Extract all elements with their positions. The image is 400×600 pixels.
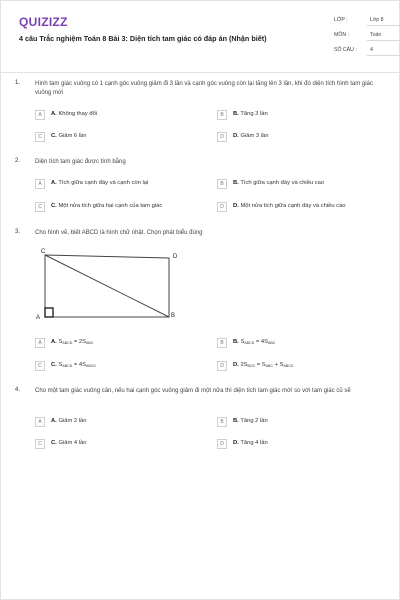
option-text: Tích giữa cạnh đáy và chiều cao xyxy=(240,180,325,186)
question-number: 4. xyxy=(15,387,21,393)
vertex-label-c: C xyxy=(41,249,46,255)
question-number: 1. xyxy=(15,80,21,86)
option-letter: B. xyxy=(233,111,239,117)
option-key-box: B xyxy=(217,179,227,189)
question-text: Hình tam giác vuông có 1 cạnh góc vuông giảm đi 3 lần và cạnh góc vuông còn lại tăng lên 3 lần, khi đó diện tích hình tam giác vuông mới xyxy=(35,81,373,96)
option-key-box: D xyxy=(217,202,227,212)
option-text: Tăng 2 lần xyxy=(240,418,268,424)
option-key-box: B xyxy=(217,110,227,120)
option-key-box: C xyxy=(35,439,45,449)
option-key-box: B xyxy=(217,417,227,427)
quizizz-logo: QUIZIZZ xyxy=(19,15,68,29)
question-text: Diện tích tam giác được tính bằng xyxy=(35,159,126,165)
meta-value: Lớp 8 xyxy=(370,17,384,23)
option-text: Giảm 6 lần xyxy=(58,133,87,139)
option-text: Giảm 4 lần xyxy=(58,440,87,446)
option-letter: A. xyxy=(51,339,57,345)
option-text: Tăng 4 lần xyxy=(240,440,268,446)
option-letter: C. xyxy=(51,133,57,139)
option-letter: D. xyxy=(233,133,239,139)
option-letter: C. xyxy=(51,362,57,368)
question-text: Cho hình vẽ, biết ABCD là hình chữ nhật. Chọn phát biểu đúng xyxy=(35,230,203,236)
option-letter: A. xyxy=(51,111,57,117)
option-key-box: A xyxy=(35,338,45,348)
option-letter: D. xyxy=(233,362,239,368)
option-letter: C. xyxy=(51,440,57,446)
option-key-box: C xyxy=(35,361,45,371)
option-text: Giảm 3 lần xyxy=(240,133,269,139)
option-text: Một nửa tích giữa hai cạnh của tam giác xyxy=(58,203,163,209)
option-key-box: B xyxy=(217,338,227,348)
option-key-box: A xyxy=(35,179,45,189)
option-letter: A. xyxy=(51,418,57,424)
vertex-label-a: A xyxy=(36,315,41,321)
option-letter: D. xyxy=(233,440,239,446)
option-text: Một nửa tích giữa cạnh đáy và chiều cao xyxy=(240,203,346,209)
meta-value: 4 xyxy=(370,47,373,53)
meta-label: MÔN : xyxy=(334,32,349,38)
header-divider xyxy=(1,72,399,73)
option-key-box: C xyxy=(35,202,45,212)
option-key-box: D xyxy=(217,439,227,449)
option-key-box: A xyxy=(35,110,45,120)
option-key-box: A xyxy=(35,417,45,427)
rectangle-figure xyxy=(35,247,185,323)
worksheet-page: QUIZIZZ 4 câu Trắc nghiệm Toán 8 Bài 3: Diện tích tam giác có đáp án (Nhận biết) LỚP : Lớp 8 MÔN : Toán SỐ CÂU : 4 1. Hình tam giác vuông có 1 cạnh góc vuông giảm đi 3 lần và cạnh góc vuông còn lại tăng lên 3 lần, khi đó diện tích hình tam giác vuông mới A A. Không thay đổi B B. Tăng 3 lần C C. Giảm 6 lần D D. Giảm 3 lần 2. Diện tích tam giác được tính bằng A A. Tích giữa cạnh đáy và cạnh còn lại B B. Tích giữa cạnh đáy và chiều cao C C. Một nửa tích giữa hai cạnh của tam giác D D. Một nửa tích giữa cạnh đáy và chiều cao 3. Cho hình vẽ, biết ABCD là hình chữ nhật. Chọn phát biểu đúng C D A B A A. $S_{ABCD} = 2S_{ABC}$ B B. $S_{ABCD} = 4S_{ABC}$ C C. $S_{ABCD} = 4S_{ABCD}$ D D. $2S_{BCD} = S_{ABC} + S_{ABCD}$ 4. Cho một tam giác vuông cân, nếu hai cạnh góc vuông giảm đi một nửa thì diện tích tam giác mới so với tam giác cũ sẽ A A. Giảm 2 lần B B. Tăng 2 lần C C. Giảm 4 lần D D. Tăng 4 lần xyxy=(0,0,400,600)
option-letter: B. xyxy=(233,339,239,345)
option-text: Không thay đổi xyxy=(58,111,98,117)
option-key-box: D xyxy=(217,361,227,371)
option-letter: C. xyxy=(51,203,57,209)
option-text: Tăng 3 lần xyxy=(240,111,268,117)
option-text: Giảm 2 lần xyxy=(58,418,87,424)
meta-label: LỚP : xyxy=(334,17,348,23)
option-text: Tích giữa cạnh đáy và cạnh còn lại xyxy=(58,180,149,186)
question-text: Cho một tam giác vuông cân, nếu hai cạnh góc vuông giảm đi một nửa thì diện tích tam giác mới so với tam giác cũ sẽ xyxy=(35,388,351,394)
question-number: 3. xyxy=(15,229,21,235)
worksheet-title: 4 câu Trắc nghiệm Toán 8 Bài 3: Diện tích tam giác có đáp án (Nhận biết) xyxy=(19,34,267,43)
option-key-box: D xyxy=(217,132,227,142)
question-number: 2. xyxy=(15,158,21,164)
option-letter: B. xyxy=(233,180,239,186)
option-key-box: C xyxy=(35,132,45,142)
option-letter: D. xyxy=(233,203,239,209)
meta-label: SỐ CÂU : xyxy=(334,47,357,53)
vertex-label-d: D xyxy=(173,254,178,260)
option-letter: A. xyxy=(51,180,57,186)
vertex-label-b: B xyxy=(171,313,176,319)
meta-value: Toán xyxy=(370,32,382,38)
option-letter: B. xyxy=(233,418,239,424)
